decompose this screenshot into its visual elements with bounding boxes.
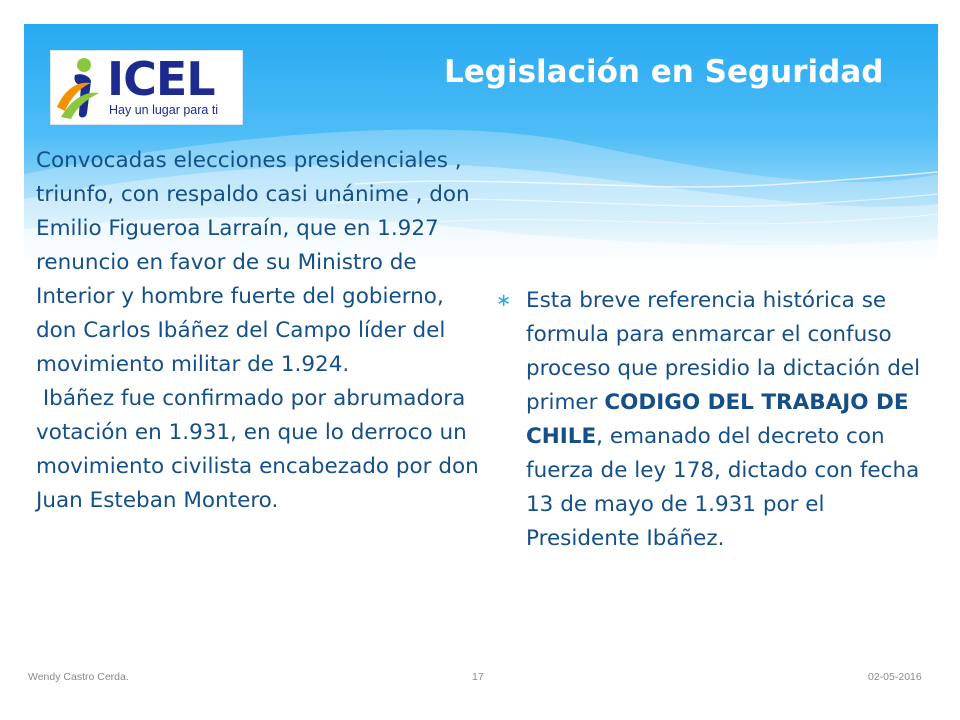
logo-wordmark: ICEL <box>107 52 215 106</box>
bullet-text-after: , emanado del decreto con fuerza de ley 178, dictado con fecha 13 de mayo de 1.931 por el Presidente Ibáñez. <box>526 424 920 551</box>
slide-title: Legislación en Seguridad <box>444 54 884 90</box>
bullet-item <box>526 284 926 556</box>
icel-logo <box>50 50 243 125</box>
footer-date: 02-05-2016 <box>868 671 922 683</box>
left-text-column <box>36 144 486 518</box>
logo-tagline: Hay un lugar para ti <box>109 103 219 117</box>
bullet-text-bold: CODIGO DEL TRABAJO DE CHILE <box>526 390 909 449</box>
footer-author: Wendy Castro Cerda. <box>28 671 129 683</box>
right-text-column <box>496 284 926 556</box>
paragraph-2: Ibáñez fue confirmado por abrumadora votación en 1.931, en que lo derroco un movimiento civilista encabezado por don Juan Esteban Montero. <box>36 386 486 513</box>
bullet-text-before: Esta breve referencia histórica se formula para enmarcar el confuso proceso que presidio la dictación del primer <box>526 288 921 415</box>
footer-page-number: 17 <box>472 671 484 683</box>
paragraph-1: Convocadas elecciones presidenciales , triunfo, con respaldo casi unánime , don Emilio Figueroa Larraín, que en 1.927 renuncio en favor de su Ministro de Interior y hombre fuerte del gobierno, don Carlos Ibáñez del Campo líder del movimiento militar de 1.924. <box>36 148 470 377</box>
bullet-asterisk-icon: ∗ <box>496 290 512 311</box>
